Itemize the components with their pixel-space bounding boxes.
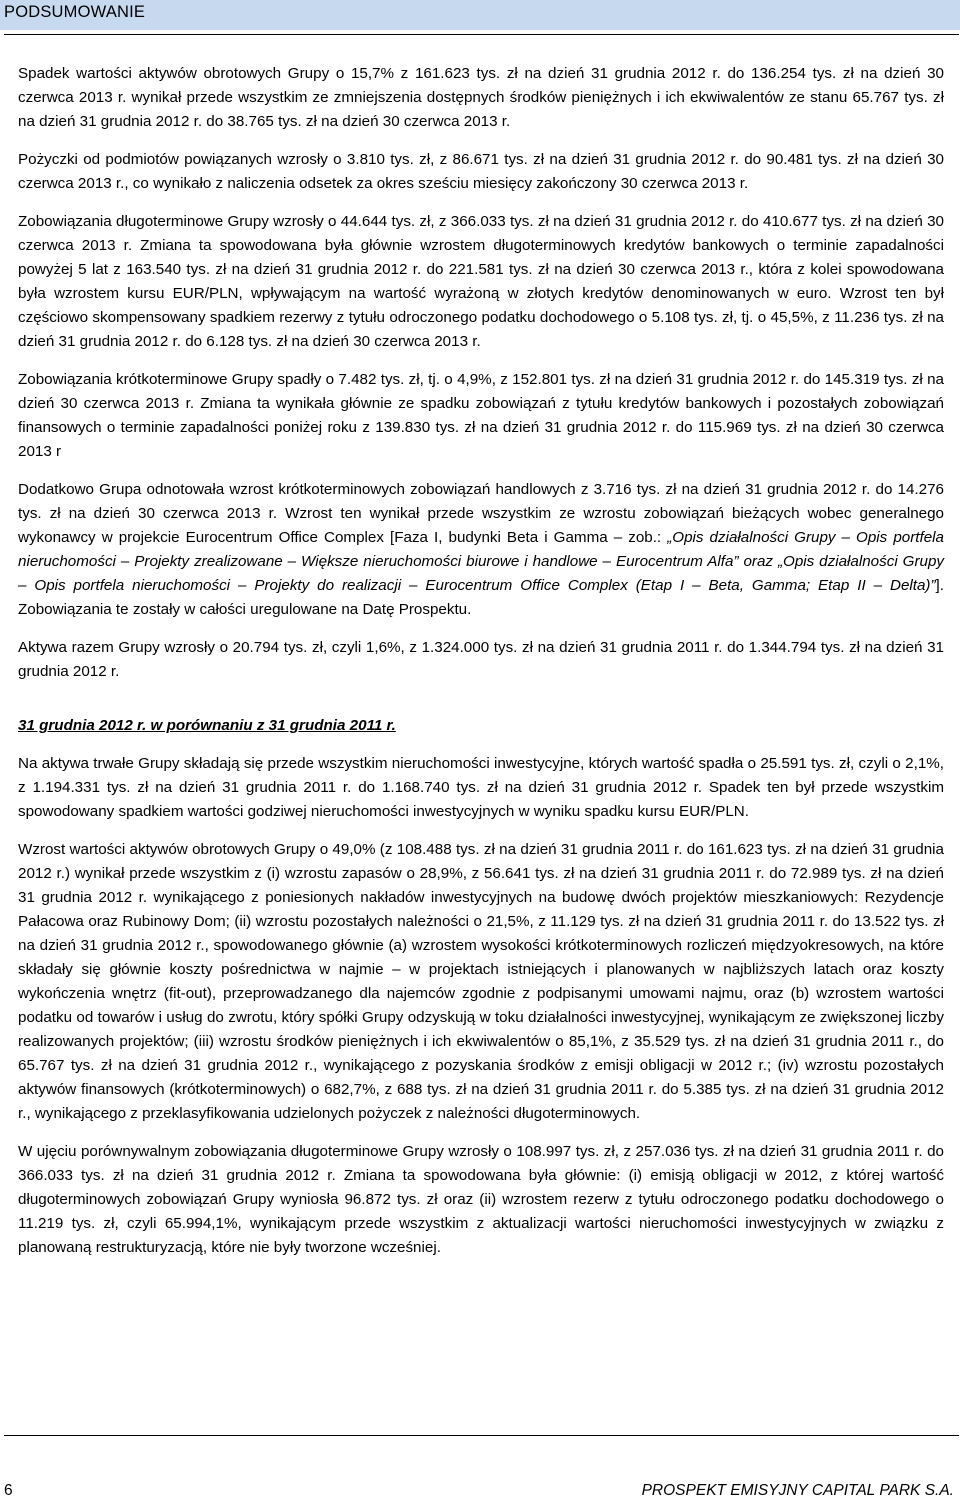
page-section-title: PODSUMOWANIE xyxy=(4,3,146,21)
footer-company-name: PROSPEKT EMISYJNY CAPITAL PARK S.A. xyxy=(641,1482,954,1499)
paragraph-trade-liabilities-start: Dodatkowo Grupa odnotowała wzrost krótkoterminowych zobowiązań handlowych z 3.716 tys. zł na dzień 31 grudnia 2012 r. do 14.276 tys. zł na dzień 30 czerwca 2013 r. Wzrost ten wynikał przede wszystkim ze wzrostu zobowiązań bieżących wobec generalnego wykonawcy w projekcie Eurocentrum Office Complex [Faza I, budynki Beta i Gamma – zob.: xyxy=(18,481,944,546)
paragraph-current-assets: Spadek wartości aktywów obrotowych Grupy o 15,7% z 161.623 tys. zł na dzień 31 grudnia 2012 r. do 136.254 tys. zł na dzień 30 czerwca 2013 r. wynikał przede wszystkim ze zmniejszenia dostępnych środków pieniężnych i ich ekwiwalentów ze stanu 65.767 tys. zł na dzień 31 grudnia 2012 r. do 38.765 tys. zł na dzień 30 czerwca 2013 r. xyxy=(18,65,944,130)
header-bar xyxy=(0,0,960,30)
paragraph-trade-liabilities-end: ]. Zobowiązania te zostały w całości uregulowane na Datę Prospektu. xyxy=(18,577,944,618)
paragraph-related-loans: Pożyczki od podmiotów powiązanych wzrosły o 3.810 tys. zł, z 86.671 tys. zł na dzień 31 grudnia 2012 r. do 90.481 tys. zł na dzień 30 czerwca 2013 r., co wynikało z naliczenia odsetek za okres sześciu miesięcy zakończony 30 czerwca 2013 r. xyxy=(18,151,944,192)
section-heading: 31 grudnia 2012 r. w porównaniu z 31 grudnia 2011 r. xyxy=(18,717,396,734)
page-number: 6 xyxy=(4,1482,13,1499)
bottom-divider xyxy=(4,1435,959,1436)
paragraph-total-assets: Aktywa razem Grupy wzrosły o 20.794 tys. zł, czyli 1,6%, z 1.324.000 tys. zł na dzień 31 grudnia 2011 r. do 1.344.794 tys. zł na dzień 31 grudnia 2012 r. xyxy=(18,639,944,680)
paragraph-long-term-liabilities-comparison: W ujęciu porównywalnym zobowiązania długoterminowe Grupy wzrosły o 108.997 tys. zł, z 257.036 tys. zł na dzień 31 grudnia 2011 r. do 366.033 tys. zł na dzień 31 grudnia 2012 r. Zmiana ta spowodowana była głównie: (i) emisją obligacji w 2012, z której wartość długoterminowych zobowiązań Grupy wyniosła 96.872 tys. zł oraz (ii) wzrostem rezerw z tytułu odroczonego podatku dochodowego o 11.219 tys. zł, czyli 65.994,1%, wynikającym przede wszystkim z aktualizacji wartości nieruchomości inwestycyjnych w związku z planowaną restrukturyzacją, które nie były tworzone wcześniej. xyxy=(18,1143,944,1256)
paragraph-short-term-liabilities: Zobowiązania krótkoterminowe Grupy spadły o 7.482 tys. zł, tj. o 4,9%, z 152.801 tys. zł na dzień 31 grudnia 2012 r. do 145.319 tys. zł na dzień 30 czerwca 2013 r. Zmiana ta wynikała głównie ze spadku zobowiązań z tytułu kredytów bankowych i pozostałych zobowiązań finansowych o terminie zapadalności poniżej roku z 139.830 tys. zł na dzień 31 grudnia 2012 r. do 115.969 tys. zł na dzień 30 czerwca 2013 r xyxy=(18,371,944,460)
document-body xyxy=(18,62,944,1260)
paragraph-long-term-liabilities: Zobowiązania długoterminowe Grupy wzrosły o 44.644 tys. zł, z 366.033 tys. zł na dzień 31 grudnia 2012 r. do 410.677 tys. zł na dzień 30 czerwca 2013 r. Zmiana ta spowodowana była głównie wzrostem długoterminowych kredytów bankowych o terminie zapadalności powyżej 5 lat z 163.540 tys. zł na dzień 31 grudnia 2012 r. do 221.581 tys. zł na dzień 30 czerwca 2013 r., która z kolei spowodowana była wzrostem kursu EUR/PLN, wpływającym na wartość wyrażoną w złotych kredytów denominowanych w euro. Wzrost ten był częściowo skompensowany spadkiem rezerwy z tytułu odroczonego podatku dochodowego o 5.108 tys. zł, tj. o 45,5%, z 11.236 tys. zł na dzień 31 grudnia 2012 r. do 6.128 tys. zł na dzień 30 czerwca 2013 r. xyxy=(18,213,944,350)
cross-reference: „Opis działalności Grupy – Opis portfela nieruchomości – Projekty zrealizowane – Większe nieruchomości biurowe i handlowe – Eurocentrum Alfa” oraz „Opis działalności Grupy – Opis portfela nieruchomości – Projekty do realizacji – Eurocentrum Office Complex (Etap I – Beta, Gamma; Etap II – Delta)” xyxy=(18,529,944,594)
top-divider xyxy=(4,34,959,35)
paragraph-fixed-assets: Na aktywa trwałe Grupy składają się przede wszystkim nieruchomości inwestycyjne, których wartość spadła o 25.591 tys. zł, czyli o 2,1%, z 1.194.331 tys. zł na dzień 31 grudnia 2011 r. do 1.168.740 tys. zł na dzień 31 grudnia 2012 r. Spadek ten był przede wszystkim spowodowany spadkiem wartości godziwej nieruchomości inwestycyjnych w wyniku spadku kursu EUR/PLN. xyxy=(18,755,944,820)
paragraph-trade-liabilities xyxy=(18,478,944,622)
paragraph-current-assets-growth: Wzrost wartości aktywów obrotowych Grupy o 49,0% (z 108.488 tys. zł na dzień 31 grudnia 2011 r. do 161.623 tys. zł na dzień 31 grudnia 2012 r.) wynikał przede wszystkim z (i) wzrostu zapasów o 28,9%, z 56.641 tys. zł na dzień 31 grudnia 2011 r. do 72.989 tys. zł na dzień 31 grudnia 2012 r. wynikającego z poniesionych nakładów inwestycyjnych na budowę dwóch projektów mieszkaniowych: Rezydencje Pałacowa oraz Rubinowy Dom; (ii) wzrostu pozostałych należności o 21,5%, z 11.129 tys. zł na dzień 31 grudnia 2011 r. do 13.522 tys. zł na dzień 31 grudnia 2012 r., spowodowanego głównie (a) wzrostem wysokości krótkoterminowych rozliczeń międzyokresowych, na które składały się głównie koszty pośrednictwa w najmie – w projektach istniejących i planowanych w najbliższych latach oraz koszty wykończenia wnętrz (fit-out), przeprowadzanego dla najemców zgodnie z podpisanymi umowami najmu, oraz (b) wzrostem wartości podatku od towarów i usług do zwrotu, który spółki Grupy odzyskują w toku działalności inwestycyjnej, wynikającym ze zwiększonej liczby realizowanych projektów; (iii) wzrostu środków pieniężnych i ich ekwiwalentów o 85,1%, z 35.529 tys. zł na dzień 31 grudnia 2011 r., do 65.767 tys. zł na dzień 31 grudnia 2012 r., wynikającego z pozyskania środków z emisji obligacji w 2012 r.; (iv) wzrostu pozostałych aktywów finansowych (krótkoterminowych) o 682,7%, z 688 tys. zł na dzień 31 grudnia 2011 r. do 5.385 tys. zł na dzień 31 grudnia 2012 r., wynikającego z przeklasyfikowania udzielonych pożyczek z należności długoterminowych. xyxy=(18,841,944,1122)
